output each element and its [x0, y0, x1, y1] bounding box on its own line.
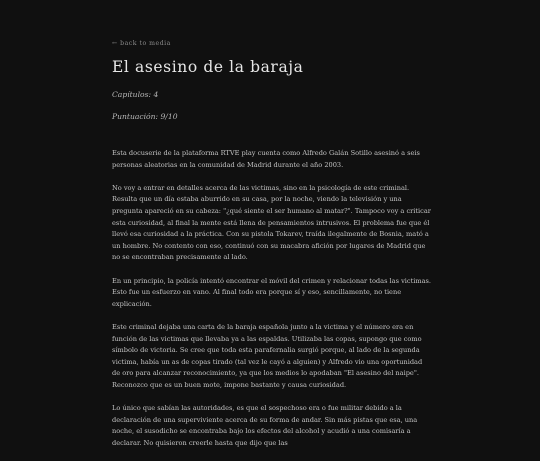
back-to-media-link[interactable]: ← back to media: [112, 40, 171, 47]
paragraph-3: En un principio, la policía intentó encontrar el móvil del crimen y relacionar todas las victimas. Esto fue un esfuerzo en vano. Al final todo era porque sí y eso, sencillamente, no tiene explicación.: [112, 276, 432, 308]
paragraph-4: Este criminal dejaba una carta de la baraja española junto a la victima y el número era en función de las victimas que llevaba ya a las espaldas. Utilizaba las copas, supongo que como símbolo de victoria. Se cree que toda esta parafernalia surgió porque, al lado de la segunda victima, había un as de copas tirado (tal vez le cayó a alguien) y Alfredo vio una oportunidad de oro para alcanzar reconocimiento, ya que los medios lo apodaban "El asesino del naipe". Reconozco que es un buen mote, impone bastante y causa curiosidad.: [112, 322, 423, 389]
page-title: El asesino de la baraja: [112, 58, 304, 76]
paragraph-1: Esta docuserie de la plataforma RTVE play cuenta como Alfredo Galán Sotillo asesinó a seis personas aleatorias en la comunidad de Madrid durante el año 2003.: [112, 149, 420, 169]
article-body: [112, 148, 432, 461]
paragraph-5: Lo único que sabían las autoridades, es que el sospechoso era o fue militar debido a la declaración de una superviviente acerca de su forma de andar. Sin más pistas que esa, una noche, el susodicho se encontraba bajo los efectos del alcohol y acudió a una comisaría a declarar. No quisieron creerle hasta que dijo que las: [112, 404, 418, 447]
rating: Puntuación: 9/10: [112, 112, 178, 121]
chapters-count: Capítulos: 4: [112, 90, 159, 99]
paragraph-2: No voy a entrar en detalles acerca de las victimas, sino en la psicología de este criminal. Resulta que un día estaba aburrido en su casa, por la noche, viendo la televisión y una pregunta apareció en su cabeza: "¿qué siente el ser humano al matar?". Tampoco voy a criticar esta curiosidad, al final la mente está llena de pensamientos intrusivos. El problema fue que él llevó esa curiosidad a la práctica. Con su pistola Tokarev, traída ilegalmente de Bosnia, mató a un hombre. No contento con eso, continuó con su macabra afición por lugares de Madrid que no se encontraban precisamente al lado.: [112, 183, 431, 262]
